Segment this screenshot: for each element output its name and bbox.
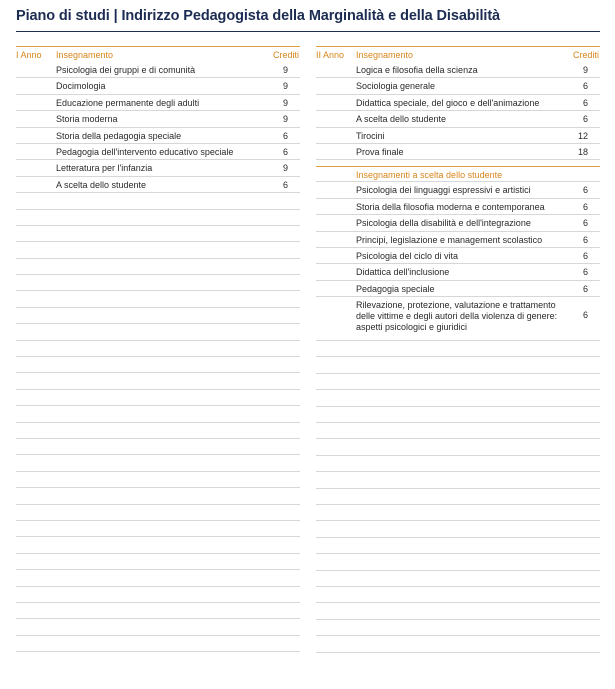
empty-row xyxy=(316,489,600,505)
empty-row xyxy=(316,390,600,406)
page-title: Piano di studi | Indirizzo Pedagogista della Marginalità e della Disabilità xyxy=(16,8,501,24)
course-name: Didattica speciale, del gioco e dell'animazione xyxy=(356,97,540,108)
empty-row xyxy=(316,407,600,423)
course-name: A scelta dello studente xyxy=(356,114,447,125)
course-credits: 6 xyxy=(282,130,288,141)
electives-header xyxy=(316,166,600,182)
table-row xyxy=(316,215,600,231)
empty-row xyxy=(16,505,300,521)
empty-row xyxy=(316,636,600,652)
table-row xyxy=(16,160,300,176)
table-header xyxy=(316,46,600,62)
table-row xyxy=(16,177,300,193)
empty-rows xyxy=(16,193,300,652)
course-name: Storia moderna xyxy=(56,114,118,125)
title-divider xyxy=(16,31,600,32)
elective-name: Psicologia della disabilità e dell'integrazione xyxy=(356,218,531,229)
empty-row xyxy=(316,571,600,587)
table-row xyxy=(316,62,600,78)
course-credits: 6 xyxy=(582,81,588,92)
elective-name: Principi, legislazione e management scolastico xyxy=(356,234,543,245)
table-row xyxy=(16,78,300,94)
empty-row xyxy=(16,570,300,586)
course-name: Tirocini xyxy=(356,130,385,141)
year-label: II Anno xyxy=(316,50,345,60)
elective-credits: 6 xyxy=(582,234,588,245)
empty-row xyxy=(16,472,300,488)
course-credits: 9 xyxy=(282,114,288,125)
table-row xyxy=(316,111,600,127)
empty-row xyxy=(16,636,300,652)
empty-row xyxy=(316,456,600,472)
empty-row xyxy=(16,242,300,258)
empty-row xyxy=(16,488,300,504)
empty-row xyxy=(16,603,300,619)
first-year-table xyxy=(16,46,300,652)
empty-row xyxy=(16,619,300,635)
empty-row xyxy=(16,341,300,357)
course-name: Sociologia generale xyxy=(356,81,436,92)
empty-row xyxy=(316,554,600,570)
second-year-table xyxy=(316,46,600,653)
elective-name: Psicologia del ciclo di vita xyxy=(356,250,459,261)
empty-row xyxy=(316,439,600,455)
course-name: Pedagogia dell'intervento educativo speciale xyxy=(56,146,234,157)
empty-row xyxy=(16,554,300,570)
course-credits: 6 xyxy=(582,97,588,108)
empty-row xyxy=(316,374,600,390)
table-row xyxy=(16,128,300,144)
empty-row xyxy=(16,439,300,455)
course-name: Docimologia xyxy=(56,81,106,92)
empty-row xyxy=(16,357,300,373)
table-row xyxy=(316,281,600,297)
empty-row xyxy=(16,423,300,439)
empty-row xyxy=(316,472,600,488)
course-column-header: Insegnamento xyxy=(56,50,114,60)
course-column-header: Insegnamento xyxy=(356,50,414,60)
table-row xyxy=(316,78,600,94)
elective-name: Psicologia dei linguaggi espressivi e artistici xyxy=(356,185,531,196)
table-row xyxy=(316,232,600,248)
elective-credits: 6 xyxy=(582,185,588,196)
table-header xyxy=(16,46,300,62)
empty-row xyxy=(16,537,300,553)
course-name: Educazione permanente degli adulti xyxy=(56,97,200,108)
empty-row xyxy=(16,455,300,471)
empty-row xyxy=(16,521,300,537)
table-row xyxy=(316,248,600,264)
table-row xyxy=(316,128,600,144)
empty-row xyxy=(16,259,300,275)
elective-credits: 6 xyxy=(582,201,588,212)
empty-row xyxy=(16,291,300,307)
course-credits: 9 xyxy=(282,81,288,92)
empty-row xyxy=(16,193,300,209)
empty-row xyxy=(16,324,300,340)
course-credits: 6 xyxy=(282,179,288,190)
table-row xyxy=(16,144,300,160)
elective-name: Rilevazione, protezione, valutazione e trattamento delle vittime e degli autori della violenza di genere: aspetti psicologici e giuridici xyxy=(356,300,558,333)
empty-row xyxy=(316,341,600,357)
course-name: A scelta dello studente xyxy=(56,179,147,190)
course-credits: 9 xyxy=(582,65,588,75)
empty-row xyxy=(16,390,300,406)
course-credits: 9 xyxy=(282,65,288,75)
credits-column-header: Crediti xyxy=(572,50,599,60)
elective-credits: 6 xyxy=(582,250,588,261)
table-row xyxy=(16,111,300,127)
table-row xyxy=(16,95,300,111)
table-row xyxy=(316,182,600,198)
course-name: Letteratura per l'infanzia xyxy=(56,163,153,174)
empty-row xyxy=(316,423,600,439)
empty-row xyxy=(16,587,300,603)
course-credits: 6 xyxy=(582,114,588,125)
empty-row xyxy=(316,603,600,619)
credits-column-header: Crediti xyxy=(272,50,299,60)
elective-name: Pedagogia speciale xyxy=(356,283,435,294)
elective-credits: 6 xyxy=(582,267,588,278)
empty-rows xyxy=(316,341,600,652)
table-row xyxy=(16,62,300,78)
course-credits: 12 xyxy=(577,130,588,141)
empty-row xyxy=(316,587,600,603)
course-credits: 9 xyxy=(282,97,288,108)
empty-row xyxy=(16,406,300,422)
table-row xyxy=(316,264,600,280)
table-row xyxy=(316,297,600,341)
course-credits: 9 xyxy=(282,163,288,174)
elective-credits: 6 xyxy=(582,310,588,321)
empty-row xyxy=(16,308,300,324)
empty-row xyxy=(316,357,600,373)
elective-credits: 6 xyxy=(582,283,588,294)
course-credits: 6 xyxy=(282,146,288,157)
course-credits: 18 xyxy=(577,146,588,157)
empty-row xyxy=(316,538,600,554)
empty-row xyxy=(316,620,600,636)
empty-row xyxy=(316,521,600,537)
empty-row xyxy=(16,210,300,226)
year-label: I Anno xyxy=(16,50,42,60)
elective-name: Storia della filosofia moderna e contemporanea xyxy=(356,201,545,212)
course-name: Storia della pedagogia speciale xyxy=(56,130,182,141)
empty-row xyxy=(316,505,600,521)
empty-row xyxy=(16,226,300,242)
electives-label: Insegnamenti a scelta dello studente xyxy=(356,170,503,181)
empty-row xyxy=(16,373,300,389)
table-row xyxy=(316,199,600,215)
empty-row xyxy=(16,275,300,291)
course-name: Prova finale xyxy=(356,146,404,157)
elective-credits: 6 xyxy=(582,218,588,229)
table-row xyxy=(316,144,600,160)
course-name: Psicologia dei gruppi e di comunità xyxy=(56,65,196,75)
course-name: Logica e filosofia della scienza xyxy=(356,65,478,75)
elective-name: Didattica dell'inclusione xyxy=(356,267,450,278)
table-row xyxy=(316,95,600,111)
